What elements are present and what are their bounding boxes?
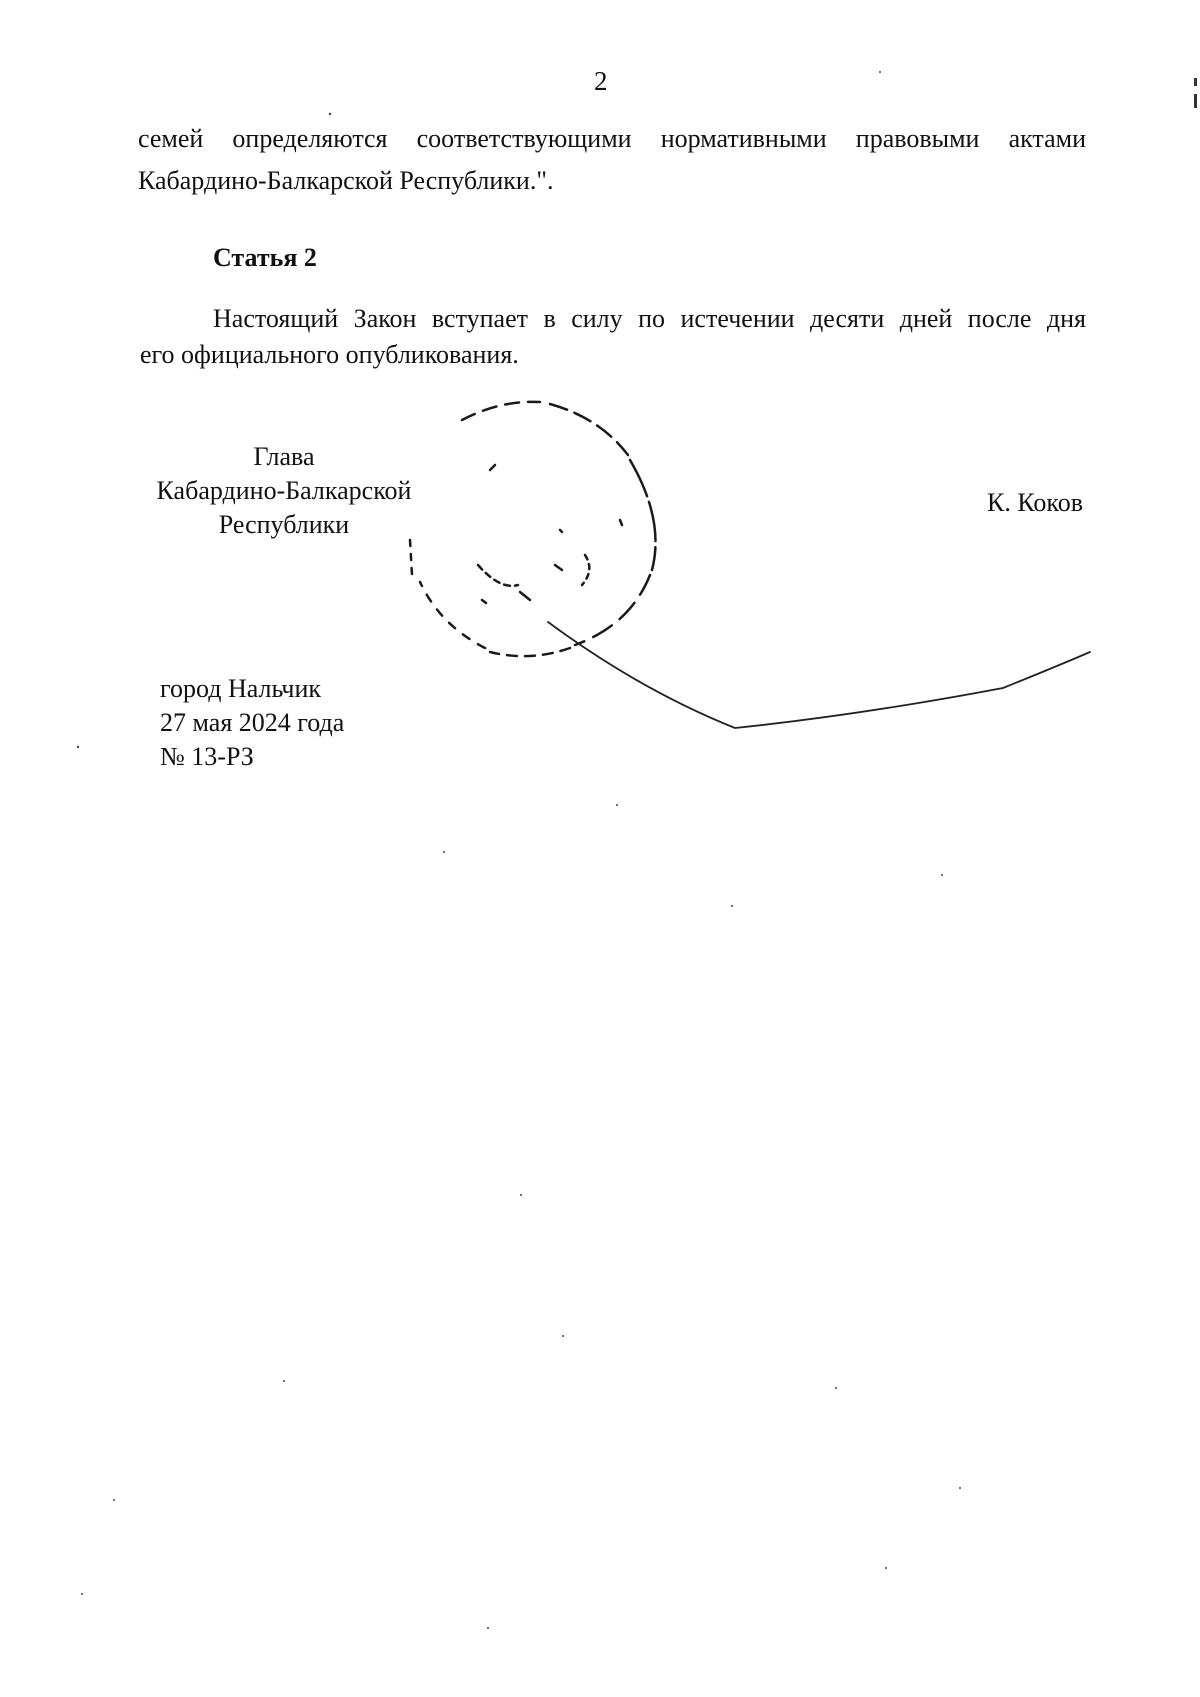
scan-edge-mark (1194, 78, 1197, 86)
paragraph-line-1: семей определяются соответствующими нормативными правовыми актами (138, 124, 1086, 153)
official-stamp (410, 402, 656, 656)
article-heading: Статья 2 (213, 243, 317, 272)
scan-specks (77, 71, 961, 1629)
law-date: 27 мая 2024 года (160, 708, 345, 737)
signatory-title-line-1: Глава (253, 442, 315, 471)
signatory-title-line-2: Кабардино-Балкарской (156, 476, 412, 505)
handwritten-signature (548, 622, 1090, 728)
article-line-2: его официального опубликования. (140, 340, 519, 369)
paragraph-line-2: Кабардино-Балкарской Республики.". (138, 166, 554, 195)
signatory-name: К. Коков (987, 488, 1083, 517)
signatory-title-line-3: Республики (218, 510, 350, 539)
page-number: 2 (594, 66, 608, 96)
law-number: № 13-РЗ (160, 742, 254, 771)
city-name: город Нальчик (160, 674, 322, 703)
article-line-1: Настоящий Закон вступает в силу по истечении десяти дней после дня (213, 304, 1086, 333)
scan-edge-mark (1194, 94, 1197, 108)
